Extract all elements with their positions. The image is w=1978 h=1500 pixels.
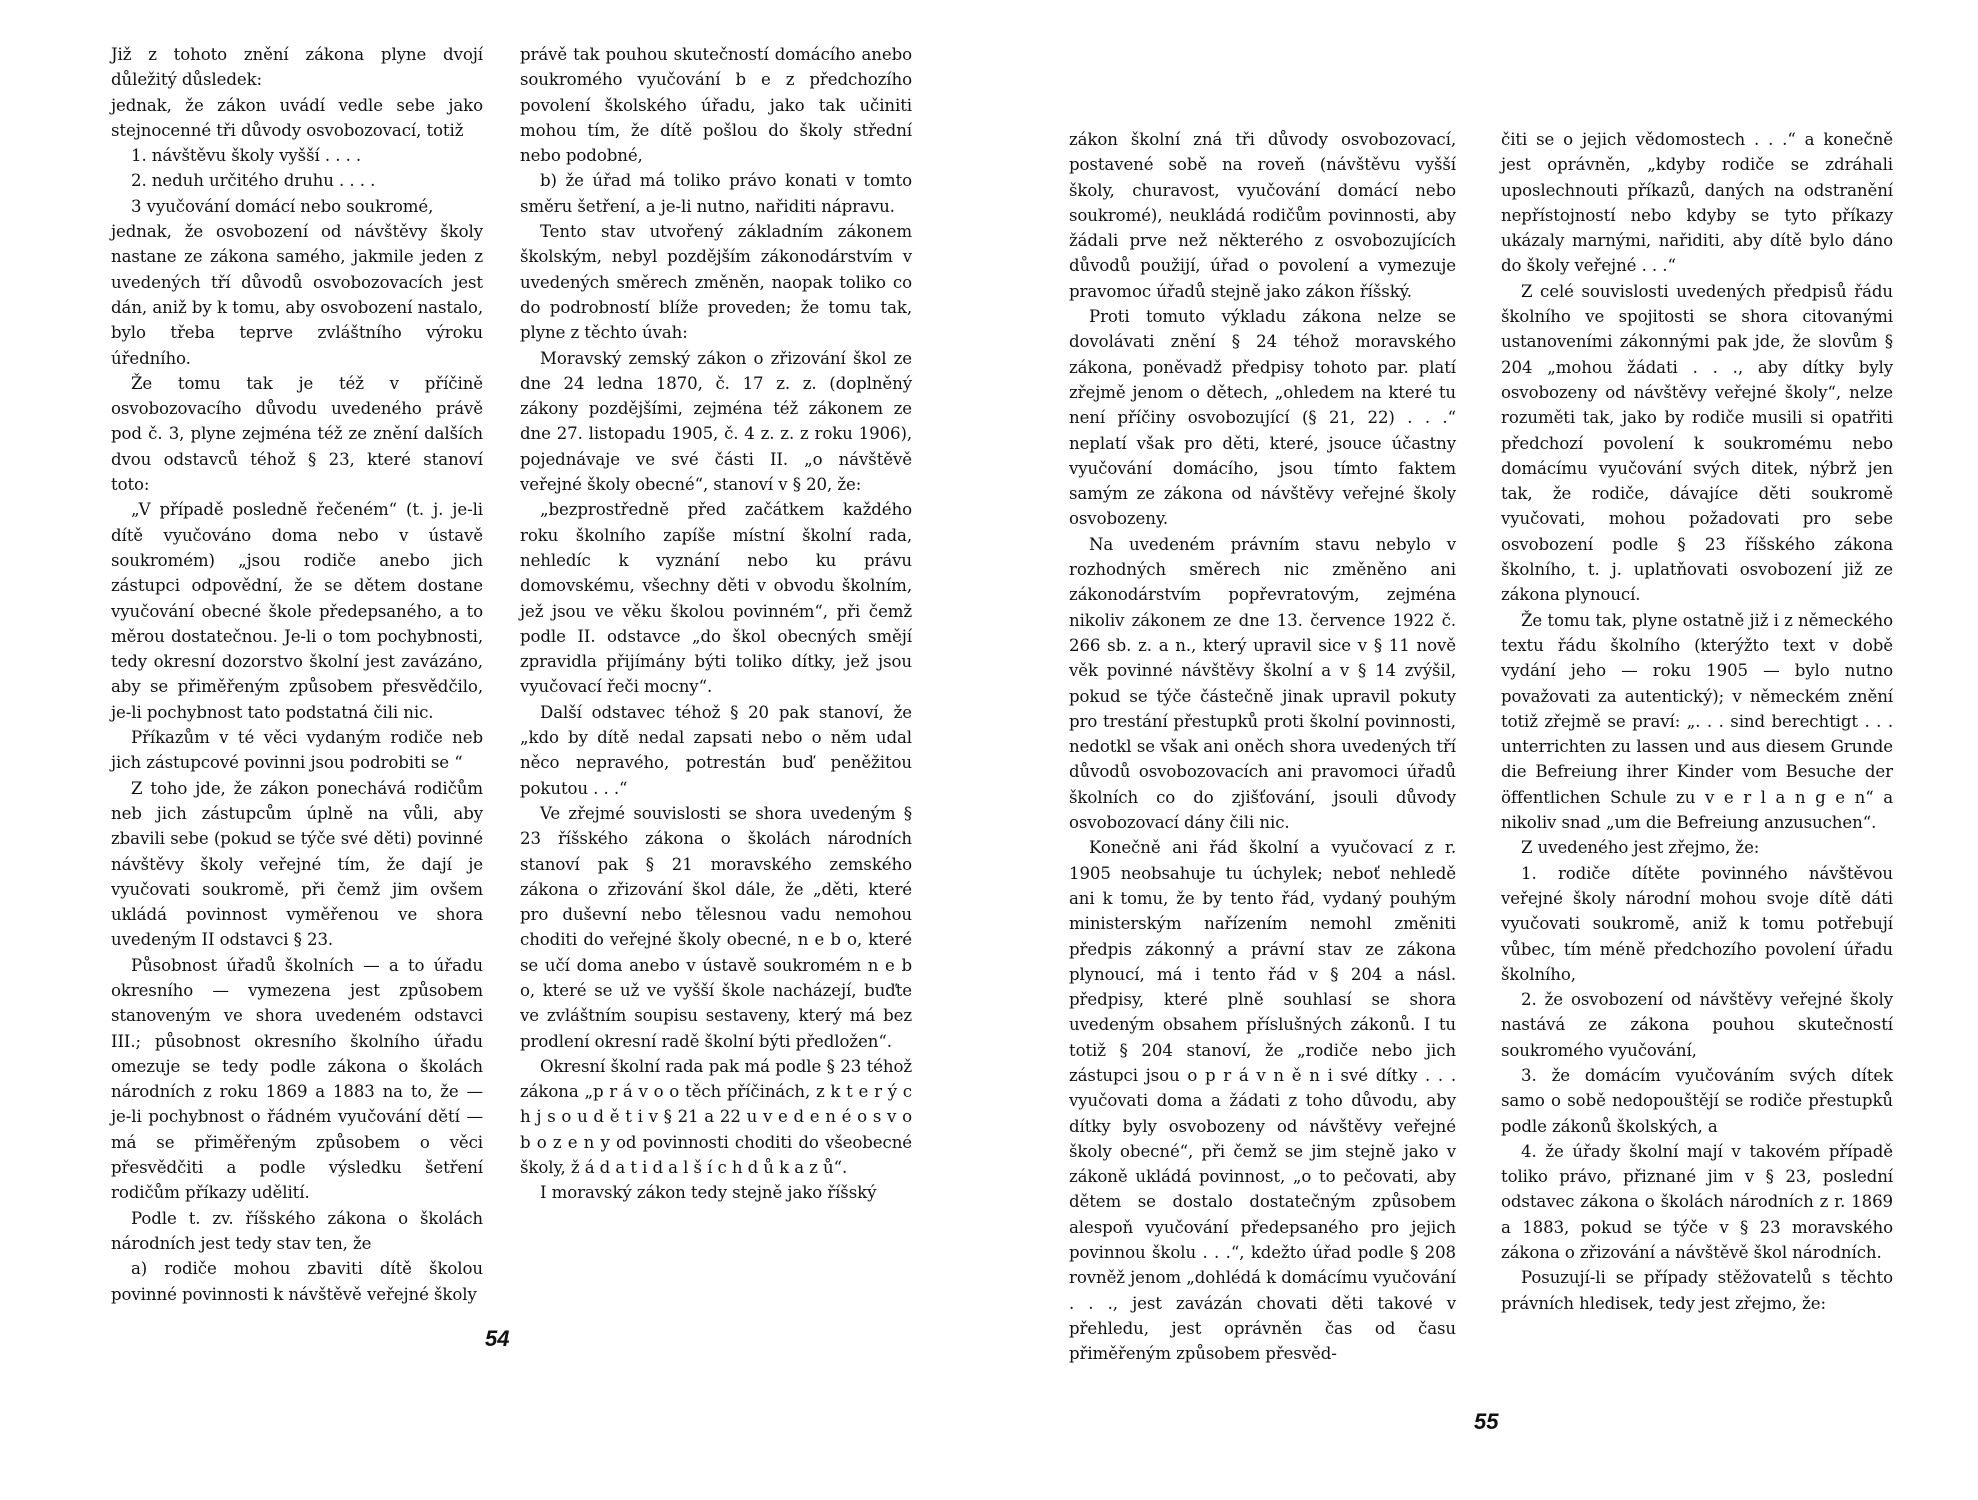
paragraph: Moravský zemský zákon o zřizování škol ze dne 24 ledna 1870, č. 17 z. z. (doplněný zákony pozdějšími, zejména též zákonem ze dne 27. listopadu 1905, č. 4 z. z. z roku 1906), pojednávaje ve své části II. „o návštěvě veřejné školy obecné“, stanoví v § 20, že:	[520, 348, 912, 495]
paragraph: 1. rodiče dítěte povinného návštěvou veřejné školy národní mohou svoje dítě dáti vyučovati soukromě, aniž k tomu potřebují vůbec, tím méně předchozího povolení úřadu školního,	[1501, 863, 1893, 984]
paragraph: Další odstavec téhož § 20 pak stanoví, že „kdo by dítě nedal zapsati nebo o něm udal něco nepravého, potrestán buď peněžitou pokutou . . .“	[520, 702, 912, 798]
paragraph: 1. návštěvu školy vyšší . . . .	[131, 146, 362, 166]
paragraph: 4. že úřady školní mají v takovém případě toliko právo, přiznané jim v § 23, poslední odstavec zákona o školách národních z r. 1869 a 1883, pokud se týče v § 23 moravského zákona o zřizování a návštěvě škol národních.	[1501, 1141, 1893, 1263]
paragraph: Příkazům v té věci vydaným rodiče neb jich zástupcové povinni jsou podrobiti se “	[111, 728, 483, 773]
paragraph: „bezprostředně před začátkem každého roku školního zapíše místní školní rada, nehledíc k vyznání nebo ku právu domovskému, všechny děti v obvodu školním, jež jsou ve věku školou povinném“, při čemž podle II. odstavce „do škol obecných smějí zpravidla přijímány býti toliko dítky, jež jsou vyučovací řeči mocny“.	[520, 500, 912, 697]
paragraph: 2. neduh určitého druhu . . . .	[131, 171, 376, 191]
paragraph: Působnost úřadů školních — a to úřadu okresního — vymezena jest způsobem stanoveným ve shora uvedeném odstavci III.; působnost okresního školního úřadu omezuje se tedy podle zákona o školách národních z roku 1869 a 1883 na to, že — je-li pochybnost o řádném vyučování dětí — má se přiměřeným způsobem o věci přesvědčiti a podle výsledku šetření rodičům příkazy udělití.	[111, 955, 483, 1203]
paragraph: b) že úřad má toliko právo konati v tomto směru šetření, a je-li nutno, nařiditi nápravu.	[520, 171, 912, 216]
paragraph: zákon školní zná tři důvody osvobozovací, postavené sobě na roveň (návštěvu vyšší školy, churavost, vyučování domácí nebo soukromé), neukládá rodičům povinnosti, aby žádali prve než některého z osvobozujících důvodů použijí, úřad o povolení a vymezuje pravomoc úřadů stejně jako zákon říšský.	[1069, 130, 1456, 301]
paragraph: jednak, že zákon uvádí vedle sebe jako stejnocenné tři důvody osvobozovací, totiž	[111, 95, 483, 140]
paragraph: 2. že osvobození od návštěvy veřejné školy nastává ze zákona pouhou skutečností soukromého vyučování,	[1501, 990, 1893, 1060]
paragraph: 3 vyučování domácí nebo soukromé,	[131, 196, 434, 216]
paragraph: Konečně ani řád školní a vyučovací z r. 1905 neobsahuje tu úchylek; neboť nehledě ani k tomu, že by tento řád, vydaný pouhým ministerským nařízením nemohl změniti předpis zákonný a právní stav ze zákona plynoucí, má i tento řád v § 204 a násl. předpisy, které plně souhlasí se shora uvedeným obsahem příslušných zákonů. I tu totiž § 204 stanoví, že „rodiče nebo jich zástupci jsou o p r á v n ě n i své dítky . . . vyučovati doma a žádati z toho důvodu, aby dítky byly osvobozeny od návštěvy veřejné školy obecné“, při čemž se jim stejně jako v zákoně ukládá povinnost, „o to pečovati, aby dětem se dostalo dostatečným způsobem alespoň vyučování předepsaného pro jejich povinnou školu . . .“, kdežto úřad podle § 208 rovněž jenom „dohlédá k domácímu vyučování . . ., jest zavázán chovati děti takové v přehledu, jest oprávněn čas od času přiměřeným způsobem přesvěd-	[1069, 838, 1456, 1364]
paragraph: Z uvedeného jest zřejmo, že:	[1521, 838, 1760, 858]
left-page-column-2	[520, 42, 912, 1206]
page-number-left: 54	[485, 1326, 510, 1351]
paragraph: Již z tohoto znění zákona plyne dvojí důležitý důsledek:	[111, 45, 483, 90]
paragraph: jednak, že osvobození od návštěvy školy nastane ze zákona samého, jakmile jeden z uvedených tří důvodů osvobozovacích jest dán, aniž by k tomu, aby osvobození nastalo, bylo třeba teprve zvláštního výroku úředního.	[111, 222, 483, 368]
paragraph: Proti tomuto výkladu zákona nelze se dovolávati znění § 24 téhož moravského zákona, poněvadž předpisy tohoto par. platí zřejmě jenom o dětech, „ohledem na které tu není příčiny osvobozující (§ 21, 22) . . .“ neplatí však pro děti, které, jsouce účastny vyučování domácího, jsou tímto faktem samým ze zákona od návštěvy veřejné školy osvobozeny.	[1069, 307, 1456, 529]
paragraph: a) rodiče mohou zbaviti dítě školou povinné povinnosti k návštěvě veřejné školy	[111, 1259, 483, 1304]
paragraph: „V případě posledně řečeném“ (t. j. je-li dítě vyučováno doma nebo v ústavě soukromém) „jsou rodiče anebo jich zástupci odpovědní, že se dětem dostane vyučování obecné škole předepsaného, a to měrou dostatečnou. Je-li o tom pochybnosti, tedy okresní dozorstvo školní jest zavázáno, aby se přiměřeným způsobem přesvědčilo, je-li pochybnost tato podstatná čili nic.	[111, 500, 483, 722]
paragraph: Posuzují-li se případy stěžovatelů s těchto právních hledisek, tedy jest zřejmo, že:	[1501, 1268, 1893, 1313]
right-page	[989, 0, 1978, 1500]
paragraph: právě tak pouhou skutečností domácího anebo soukromého vyučování b e z předchozího povolení školského úřadu, jako tak učiniti mohou tím, že dítě pošlou do školy střední nebo podobné,	[520, 45, 912, 166]
paragraph: Tento stav utvořený základním zákonem školským, nebyl pozdějším zákonodárstvím v uvedených směrech změněn, naopak toliko co do podrobností blíže proveden; že tomu tak, plyne z těchto úvah:	[520, 222, 912, 343]
paragraph: 3. že domácím vyučováním svých dítek samo o sobě nedopouštějí se rodiče přestupků podle zákonů školských, a	[1501, 1065, 1893, 1136]
paragraph: I moravský zákon tedy stejně jako říšský	[540, 1183, 877, 1203]
paragraph: Že tomu tak, plyne ostatně již i z německého textu řádu školního (kterýžto text v době vydání jeho — roku 1905 — bylo nutno považovati za autentický); v německém znění totiž zřejmě se praví: „. . . sind berechtigt . . . unterrichten zu lassen und aus diesem Grunde die Befreiung ihrer Kinder vom Besuche der öffentlichen Schule zu v e r l a n g e n“ a nikoliv snad „um die Befreiung anzusuchen“.	[1501, 610, 1893, 833]
page-number-right: 55	[1474, 1409, 1499, 1434]
left-page-column-1	[111, 42, 483, 1307]
paragraph: Na uvedeném právním stavu nebylo v rozhodných směrech nic změněno ani zákonodárstvím popřevratovým, zejména nikoliv zákonem ze dne 13. července 1922 č. 266 sb. z. a n., který upravil sice v § 11 nově věk povinné návštěvy školní a v § 14 zvýšil, pokud se týče částečně jinak upravil pokuty pro trestání přestupků proti školní povinnosti, nedotkl se však ani oněch shora uvedených tří důvodů osvobozovacích ani pravomoci úřadů školních co do zjišťování, jsouli důvody osvobozovací dány čili nic.	[1069, 534, 1456, 833]
paragraph: Podle t. zv. říšského zákona o školách národních jest tedy stav ten, že	[111, 1208, 483, 1253]
paragraph: Že tomu tak je též v příčině osvobozovacího důvodu uvedeného právě pod č. 3, plyne zejména též ze znění dalších dvou odstavců téhož § 23, které stanoví toto:	[111, 373, 483, 495]
paragraph: Ve zřejmé souvislosti se shora uvedeným § 23 říšského zákona o školách národních stanoví pak § 21 moravského zemského zákona o zřizování škol dále, že „děti, které pro duševní nebo tělesnou vadu nemohou choditi do veřejné školy obecné, n e b o, které se učí doma anebo v ústavě soukromém n e b o, které se už ve vyšší škole nacházejí, buďte ve zvláštním soupisu sestaveny, který má bez prodlení okresní radě školní býti předložen“.	[520, 803, 912, 1051]
paragraph: Okresní školní rada pak má podle § 23 téhož zákona „p r á v o o těch příčinách, z k t e r ý c h j s o u d ě t i v § 21 a 22 u v e d e n é o s v o b o z e n y od povinnosti choditi do všeobecné školy, ž á d a t i d a l š í c h d ů k a z ů“.	[520, 1056, 912, 1178]
right-page-column-1	[1069, 127, 1456, 1367]
right-page-column-2	[1501, 127, 1893, 1316]
paragraph: čiti se o jejich vědomostech . . .“ a konečně jest oprávněn, „kdyby rodiče se zdráhali uposlechnouti příkazů, daných na odstranění nepřístojností nebo kdyby se tyto příkazy ukázaly marnými, nařiditi, aby dítě bylo dáno do školy veřejné . . .“	[1501, 130, 1893, 276]
paragraph: Z celé souvislosti uvedených předpisů řádu školního ve spojitosti se shora citovanými ustanoveními zákonnými pak jde, že slovům § 204 „mohou žádati . . ., aby dítky byly osvobozeny od návštěvy veřejné školy“, nelze rozuměti tak, jako by rodiče musili si opatřiti předchozí povolení k soukromému nebo domácímu vyučování svých ditek, nýbrž jen tak, že rodiče, dávajíce děti soukromě vyučovati, mohou požadovati pro sebe osvobození podle § 23 říšského zákona školního, t. j. uplatňovati osvobození již ze zákona plynoucí.	[1501, 281, 1893, 605]
paragraph: Z toho jde, že zákon ponechává rodičům neb jich zástupcům úplně na vůli, aby zbavili sebe (pokud se týče své děti) povinné návštěvy školy veřejné tím, že dají je vyučovati soukromě, při čemž jim ovšem ukládá povinnost vyměřenou ve shora uvedeným II odstavci § 23.	[111, 778, 483, 950]
